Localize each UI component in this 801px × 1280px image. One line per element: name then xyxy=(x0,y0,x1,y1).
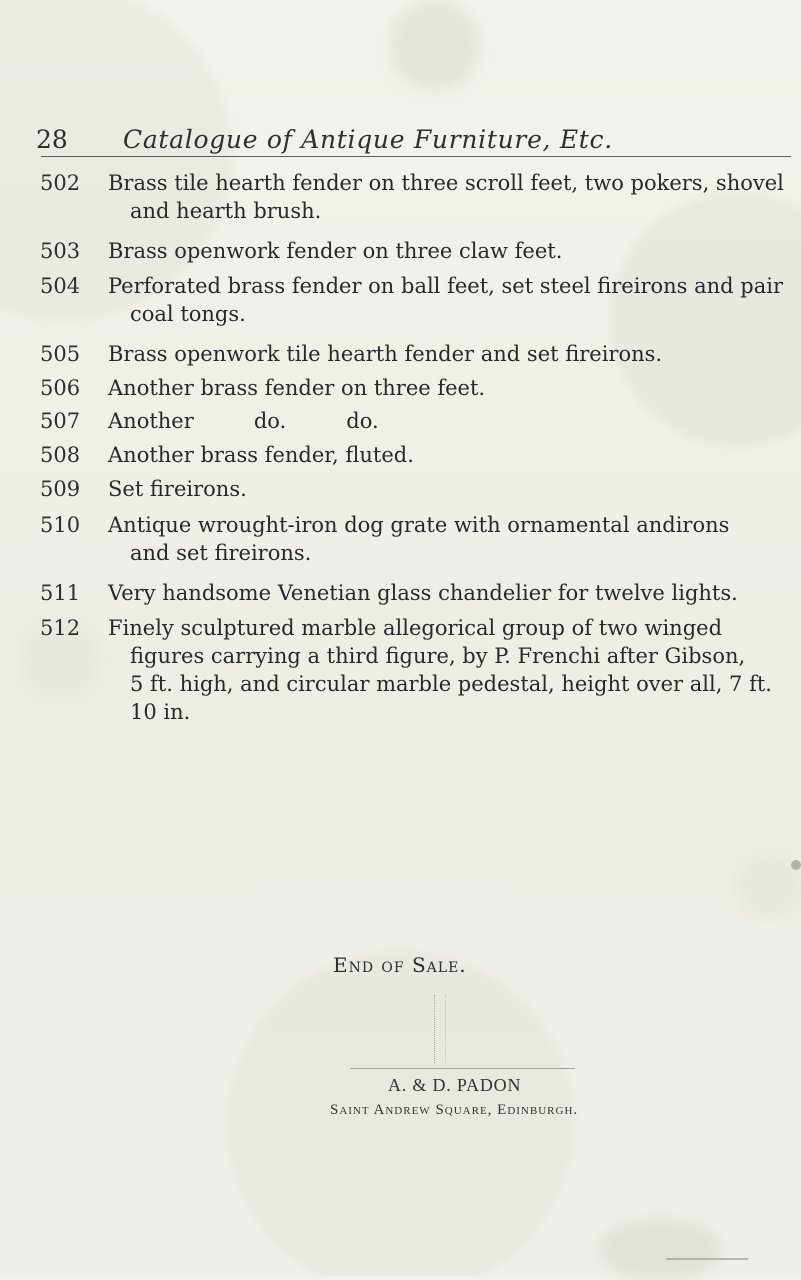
lot-number: 508 xyxy=(40,443,81,467)
lot-description-line: Brass openwork fender on three claw feet. xyxy=(108,239,563,263)
header-rule xyxy=(41,156,791,157)
lot-description-line: Antique wrought-iron dog grate with ornamental andirons xyxy=(108,513,730,537)
lot-description xyxy=(108,407,780,435)
lot-description-line: Set fireirons. xyxy=(108,477,247,501)
lot-description xyxy=(108,441,780,469)
lot-number: 506 xyxy=(40,376,81,400)
lot-description-line: and set fireirons. xyxy=(130,541,312,565)
lot-number: 502 xyxy=(40,171,81,195)
lot-description-line: coal tongs. xyxy=(130,302,246,326)
lot-description xyxy=(108,511,780,567)
printer-address: Saint Andrew Square, Edinburgh. xyxy=(330,1102,579,1118)
lot-description-line: Brass openwork tile hearth fender and set fireirons. xyxy=(108,342,663,366)
lot-number: 509 xyxy=(40,477,81,501)
lot-description-line: 10 in. xyxy=(130,700,191,724)
lot-description-line: Perforated brass fender on ball feet, set steel fireirons and pair xyxy=(108,274,783,298)
lot-description xyxy=(108,272,783,328)
lot-number: 504 xyxy=(40,274,81,298)
lot-description-line: figures carrying a third figure, by P. Frenchi after Gibson, xyxy=(130,644,746,668)
printer-name: A. & D. PADON xyxy=(388,1075,522,1095)
end-of-sale-label: End of Sale. xyxy=(333,953,467,977)
lot-number: 505 xyxy=(40,342,81,366)
page-number: 28 xyxy=(36,125,68,154)
decorative-ornament xyxy=(434,995,446,1063)
ink-spot xyxy=(791,860,801,870)
lot-description xyxy=(108,374,780,402)
lot-description-line: and hearth brush. xyxy=(130,199,322,223)
lot-description xyxy=(108,579,780,607)
lot-number: 503 xyxy=(40,239,81,263)
page-header xyxy=(0,120,801,160)
lot-number: 507 xyxy=(40,409,81,433)
lot-description-line: 5 ft. high, and circular marble pedestal, height over all, 7 ft. xyxy=(130,672,772,696)
lot-number: 512 xyxy=(40,616,81,640)
page-title: Catalogue of Antique Furniture, Etc. xyxy=(123,125,613,154)
footer-rule xyxy=(350,1068,575,1069)
lot-description xyxy=(108,614,780,726)
lot-description xyxy=(108,475,780,503)
paper-stain xyxy=(735,850,801,920)
lot-number: 511 xyxy=(40,581,81,605)
lot-description-line: Another brass fender, fluted. xyxy=(108,443,414,467)
lot-description-line: Brass tile hearth fender on three scroll feet, two pokers, shovel xyxy=(108,171,784,195)
lot-description xyxy=(108,169,784,225)
lot-description-line: Another brass fender on three feet. xyxy=(108,376,486,400)
paper-stain xyxy=(390,0,480,90)
lot-description-line: Very handsome Venetian glass chandelier for twelve lights. xyxy=(108,581,738,605)
lot-number: 510 xyxy=(40,513,81,537)
handwritten-mark xyxy=(666,1248,752,1260)
lot-description xyxy=(108,237,780,265)
lot-description-line: Another do. do. xyxy=(108,409,379,433)
lot-description xyxy=(108,340,780,368)
lot-description-line: Finely sculptured marble allegorical group of two winged xyxy=(108,616,723,640)
